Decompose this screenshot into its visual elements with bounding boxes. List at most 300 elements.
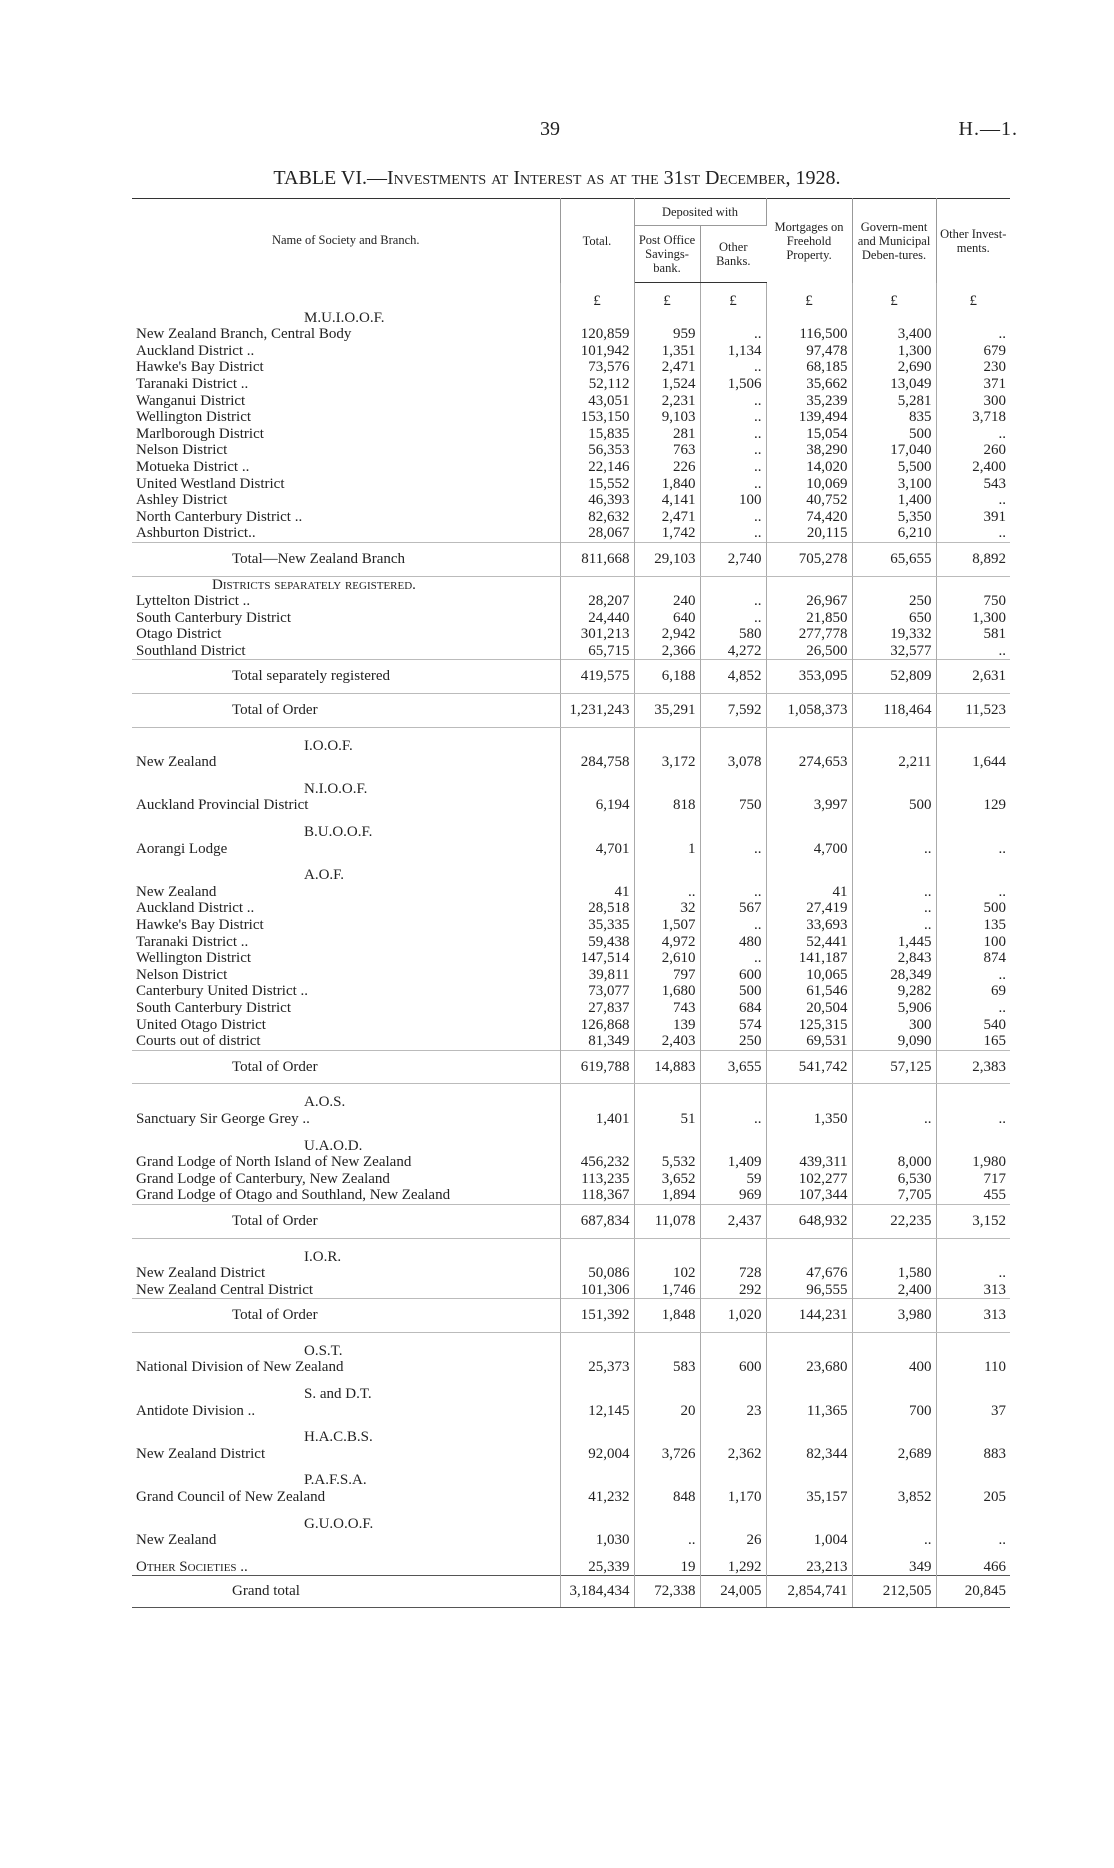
empty-cell [560,867,634,884]
empty-cell [936,824,1010,841]
value-cell: 2,366 [634,643,700,660]
subtotal-row [132,1204,1010,1238]
section-heading [132,1138,1010,1155]
value-cell: 23,213 [766,1559,852,1576]
value-cell: 4,852 [700,660,766,694]
value-cell: 14,020 [766,459,852,476]
value-cell: .. [852,1532,936,1549]
value-cell: 102 [634,1265,700,1282]
value-cell: 4,701 [560,841,634,858]
row-label: Total of Order [132,1204,560,1238]
row-label: Auckland Provincial District [132,797,560,814]
value-cell: .. [852,1111,936,1128]
value-cell: 92,004 [560,1446,634,1463]
value-cell: 2,610 [634,950,700,967]
value-cell: 129 [983,797,1007,814]
value-cell: 125,315 [766,1017,852,1034]
value-cell: 540 [983,1016,1007,1033]
table-row [132,1154,1010,1171]
value-cell: 3,997 [766,797,852,814]
value-cell: 284,758 [560,754,634,771]
value-cell: .. [998,999,1007,1016]
spacer-row [132,1376,1010,1386]
empty-cell [936,1249,1010,1266]
value-cell: 1,231,243 [560,694,634,728]
value-cell: 100 [700,492,766,509]
empty-cell [634,867,700,884]
value-cell: 679 [983,342,1007,359]
row-label: South Canterbury District [132,1000,560,1017]
empty-cell [766,310,852,327]
row-label: New Zealand Central District [132,1282,560,1299]
row-label: New Zealand [132,884,560,901]
value-cell: 100 [983,933,1007,950]
spacer-row [132,1128,1010,1138]
spacer-row [132,1462,1010,1472]
value-cell: 72,338 [634,1576,700,1608]
value-cell: 15,835 [560,426,634,443]
value-cell: 250 [852,593,936,610]
value-cell: 3,400 [852,326,936,343]
value-cell: 3,152 [936,1204,1010,1238]
value-cell: 141,187 [766,950,852,967]
value-cell: 69,531 [766,1033,852,1050]
value-cell: 5,532 [634,1154,700,1171]
table-row [132,1559,1010,1576]
value-cell: 7,705 [852,1187,936,1204]
value-cell: .. [700,917,766,934]
table-row [132,967,1010,984]
value-cell: .. [700,393,766,410]
empty-cell [700,867,766,884]
value-cell: 1,292 [700,1559,766,1576]
value-cell: 3,100 [852,476,936,493]
value-cell: 1,445 [852,934,936,951]
value-cell: .. [852,841,936,858]
section-heading-label: G.U.O.O.F. [132,1516,560,1533]
value-cell: .. [700,884,766,901]
value-cell: 50,086 [560,1265,634,1282]
value-cell: 33,693 [766,917,852,934]
row-label: Grand Lodge of North Island of New Zealand [132,1154,560,1171]
empty-cell [766,867,852,884]
empty-cell [936,1138,1010,1155]
table-row [132,359,1010,376]
table-row [132,1489,1010,1506]
value-cell: 581 [983,626,1007,643]
value-cell: 583 [634,1359,700,1376]
value-cell: 313 [936,1299,1010,1333]
row-label: New Zealand District [132,1446,560,1463]
row-label: United Westland District [132,476,560,493]
row-label: Sanctuary Sir George Grey .. [132,1111,560,1128]
value-cell: 97,478 [766,343,852,360]
table-row [132,376,1010,393]
value-cell: 61,546 [766,983,852,1000]
empty-cell [936,738,1010,755]
value-cell: 750 [700,797,766,814]
table-row [132,1000,1010,1017]
section-heading-label: O.S.T. [132,1343,560,1360]
empty-cell [560,1343,634,1360]
empty-cell [700,738,766,755]
column-header-mortgages: Mortgages on Freehold Property. [766,199,852,283]
table-row [132,459,1010,476]
spacer-row [132,1238,1010,1249]
value-cell: 1,524 [634,376,700,393]
value-cell: 648,932 [766,1204,852,1238]
row-label: Grand total [132,1576,560,1608]
value-cell: 353,095 [766,660,852,694]
empty-cell [634,738,700,755]
value-cell: 35,662 [766,376,852,393]
value-cell: 23 [700,1403,766,1420]
value-cell: 640 [634,610,700,627]
value-cell: 41 [560,884,634,901]
section-heading-label: M.U.I.O.O.F. [132,310,560,327]
empty-cell [634,1343,700,1360]
value-cell: 277,778 [766,626,852,643]
value-cell: .. [998,966,1007,983]
table-row [132,393,1010,410]
value-cell: .. [998,525,1007,542]
value-cell: 25,373 [560,1359,634,1376]
value-cell: 743 [634,1000,700,1017]
row-label: Auckland District .. [132,343,560,360]
value-cell: 205 [983,1489,1007,1506]
section-heading [132,576,1010,593]
empty-cell [560,1094,634,1111]
value-cell: 5,906 [852,1000,936,1017]
value-cell: 455 [983,1187,1007,1204]
unit-cell: £ [560,293,634,310]
value-cell: .. [700,841,766,858]
value-cell: 6,194 [560,797,634,814]
value-cell: .. [700,409,766,426]
table-row [132,934,1010,951]
value-cell: 27,419 [766,900,852,917]
value-cell: 35,291 [634,694,700,728]
value-cell: 68,185 [766,359,852,376]
row-label: North Canterbury District .. [132,509,560,526]
empty-cell [766,1429,852,1446]
empty-cell [852,1472,936,1489]
row-label: Total of Order [132,1299,560,1333]
row-label: New Zealand Branch, Central Body [132,326,560,343]
row-label: Marlborough District [132,426,560,443]
value-cell: 8,000 [852,1154,936,1171]
value-cell: 835 [852,409,936,426]
value-cell: .. [700,359,766,376]
table-row [132,1359,1010,1376]
value-cell: 3,726 [634,1446,700,1463]
empty-cell [936,1094,1010,1111]
column-header-government: Govern-ment and Municipal Deben-tures. [852,199,936,283]
table-row [132,917,1010,934]
table-row [132,1282,1010,1299]
value-cell: 10,065 [766,967,852,984]
value-cell: 52,809 [852,660,936,694]
empty-cell [700,310,766,327]
value-cell: .. [700,1111,766,1128]
value-cell: 2,471 [634,359,700,376]
value-cell: .. [998,492,1007,509]
value-cell: 2,690 [852,359,936,376]
table-title-prefix: TABLE VI.— [273,167,387,189]
row-label: United Otago District [132,1017,560,1034]
value-cell: 2,740 [700,542,766,576]
value-cell: 3,980 [852,1299,936,1333]
empty-cell [634,1472,700,1489]
table-row [132,900,1010,917]
value-cell: 25,339 [560,1559,634,1576]
value-cell: 26,500 [766,643,852,660]
value-cell: 240 [634,593,700,610]
value-cell: 113,235 [560,1171,634,1188]
section-heading-label: P.A.F.S.A. [132,1472,560,1489]
value-cell: 28,349 [852,967,936,984]
spacer-row [132,1549,1010,1559]
value-cell: 2,383 [936,1050,1010,1084]
value-cell: 20,504 [766,1000,852,1017]
empty-cell [560,1472,634,1489]
empty-cell [634,1249,700,1266]
value-cell: 5,281 [852,393,936,410]
value-cell: 1,980 [972,1154,1007,1171]
empty-cell [634,1138,700,1155]
empty-cell [700,1386,766,1403]
value-cell: 35,239 [766,393,852,410]
table-row [132,426,1010,443]
value-cell: 2,854,741 [766,1576,852,1608]
empty-cell [700,1516,766,1533]
value-cell: 4,141 [634,492,700,509]
value-cell: 391 [983,508,1007,525]
value-cell: 687,834 [560,1204,634,1238]
column-header-other: Other Invest-ments. [936,199,1010,283]
empty-cell [766,781,852,798]
table-row [132,1017,1010,1034]
value-cell: 763 [634,442,700,459]
value-cell: 3,078 [700,754,766,771]
column-header-deposited-with: Deposited with [634,199,766,226]
row-label: South Canterbury District [132,610,560,627]
value-cell: 12,145 [560,1403,634,1420]
value-cell: .. [998,1532,1007,1549]
value-cell: .. [700,610,766,627]
row-label: Wellington District [132,950,560,967]
row-label: Ashburton District.. [132,525,560,542]
value-cell: 684 [700,1000,766,1017]
value-cell: 32 [634,900,700,917]
empty-cell [766,1386,852,1403]
value-cell: 313 [983,1281,1007,1298]
empty-cell [700,1343,766,1360]
grand-total-row [132,1576,1010,1608]
value-cell: 543 [983,475,1007,492]
column-header-other-banks: Other Banks. [700,226,766,283]
value-cell: .. [852,917,936,934]
value-cell: .. [700,426,766,443]
row-label: Motueka District .. [132,459,560,476]
row-label: Total of Order [132,694,560,728]
row-label: New Zealand [132,754,560,771]
value-cell: 9,282 [852,983,936,1000]
value-cell: 717 [983,1170,1007,1187]
table-row [132,442,1010,459]
value-cell: 574 [700,1017,766,1034]
value-cell: 13,049 [852,376,936,393]
empty-cell [936,1516,1010,1533]
subtotal-row [132,694,1010,728]
row-label: Wellington District [132,409,560,426]
table-row [132,884,1010,901]
table-header [132,199,1010,283]
value-cell: 52,112 [560,376,634,393]
value-cell: 151,392 [560,1299,634,1333]
value-cell: 40,752 [766,492,852,509]
value-cell: 2,231 [634,393,700,410]
value-cell: 6,188 [634,660,700,694]
column-header-name: Name of Society and Branch. [132,199,560,283]
value-cell: 20 [634,1403,700,1420]
section-heading [132,1472,1010,1489]
empty-cell [560,1386,634,1403]
spacer-row [132,857,1010,867]
empty-cell [936,1429,1010,1446]
empty-cell [700,1249,766,1266]
empty-cell [560,1429,634,1446]
value-cell: 1,401 [560,1111,634,1128]
table-row [132,626,1010,643]
value-cell: 35,157 [766,1489,852,1506]
empty-cell [560,1249,634,1266]
table-row [132,492,1010,509]
empty-cell [936,310,1010,327]
value-cell: 567 [700,900,766,917]
value-cell: 17,040 [852,442,936,459]
empty-cell [634,1094,700,1111]
row-label: Wanganui District [132,393,560,410]
value-cell: 120,859 [560,326,634,343]
document-reference: H.—1. [958,118,1018,140]
value-cell: 959 [634,326,700,343]
row-label: Lyttelton District .. [132,593,560,610]
empty-cell [852,738,936,755]
value-cell: 1,409 [700,1154,766,1171]
value-cell: 212,505 [852,1576,936,1608]
empty-cell [634,781,700,798]
value-cell: 10,069 [766,476,852,493]
value-cell: 1,030 [560,1532,634,1549]
row-label: Courts out of district [132,1033,560,1050]
row-label: Total of Order [132,1050,560,1084]
value-cell: 139,494 [766,409,852,426]
value-cell: 5,500 [852,459,936,476]
value-cell: 2,400 [852,1282,936,1299]
value-cell: 82,344 [766,1446,852,1463]
row-label: Grand Lodge of Canterbury, New Zealand [132,1171,560,1188]
table-row [132,509,1010,526]
row-label: New Zealand [132,1532,560,1549]
value-cell: 2,471 [634,509,700,526]
value-cell: 230 [983,359,1007,376]
value-cell: 1,300 [972,609,1007,626]
table-row [132,1187,1010,1204]
value-cell: .. [700,593,766,610]
value-cell: 1,134 [700,343,766,360]
value-cell: .. [998,425,1007,442]
value-cell: 3,652 [634,1171,700,1188]
row-label: Antidote Division .. [132,1403,560,1420]
table-row [132,610,1010,627]
value-cell: .. [998,883,1007,900]
section-heading-label: S. and D.T. [132,1386,560,1403]
section-heading-label: I.O.R. [132,1249,560,1266]
value-cell: 969 [700,1187,766,1204]
empty-cell [766,1516,852,1533]
row-label: Auckland District .. [132,900,560,917]
value-cell: .. [998,1110,1007,1127]
empty-cell [766,1094,852,1111]
row-label: Grand Council of New Zealand [132,1489,560,1506]
value-cell: 1,400 [852,492,936,509]
value-cell: .. [700,476,766,493]
value-cell: 51 [634,1111,700,1128]
value-cell: 39,811 [560,967,634,984]
row-label: Taranaki District .. [132,934,560,951]
value-cell: 419,575 [560,660,634,694]
empty-cell [634,1386,700,1403]
value-cell: 116,500 [766,326,852,343]
value-cell: .. [700,509,766,526]
section-heading [132,1429,1010,1446]
value-cell: 400 [852,1359,936,1376]
page-number: 39 [540,118,560,140]
value-cell: 818 [634,797,700,814]
value-cell: 126,868 [560,1017,634,1034]
value-cell: 65,715 [560,643,634,660]
value-cell: 650 [852,610,936,627]
value-cell: 292 [700,1282,766,1299]
table-row [132,1033,1010,1050]
table-row [132,950,1010,967]
section-heading [132,1386,1010,1403]
value-cell: 107,344 [766,1187,852,1204]
value-cell: 23,680 [766,1359,852,1376]
value-cell: 56,353 [560,442,634,459]
value-cell: .. [998,1265,1007,1282]
value-cell: 9,103 [634,409,700,426]
empty-cell [700,1138,766,1155]
empty-cell [560,1138,634,1155]
unit-cell: £ [969,293,978,309]
table-row [132,983,1010,1000]
value-cell: 1,506 [700,376,766,393]
empty-cell [852,867,936,884]
empty-cell [852,1516,936,1533]
value-cell: 728 [700,1265,766,1282]
row-label: Nelson District [132,967,560,984]
section-heading [132,1249,1010,1266]
value-cell: 600 [700,967,766,984]
value-cell: 7,592 [700,694,766,728]
value-cell: 300 [852,1017,936,1034]
value-cell: 1,580 [852,1265,936,1282]
value-cell: 153,150 [560,409,634,426]
empty-cell [766,1249,852,1266]
value-cell: 600 [700,1359,766,1376]
